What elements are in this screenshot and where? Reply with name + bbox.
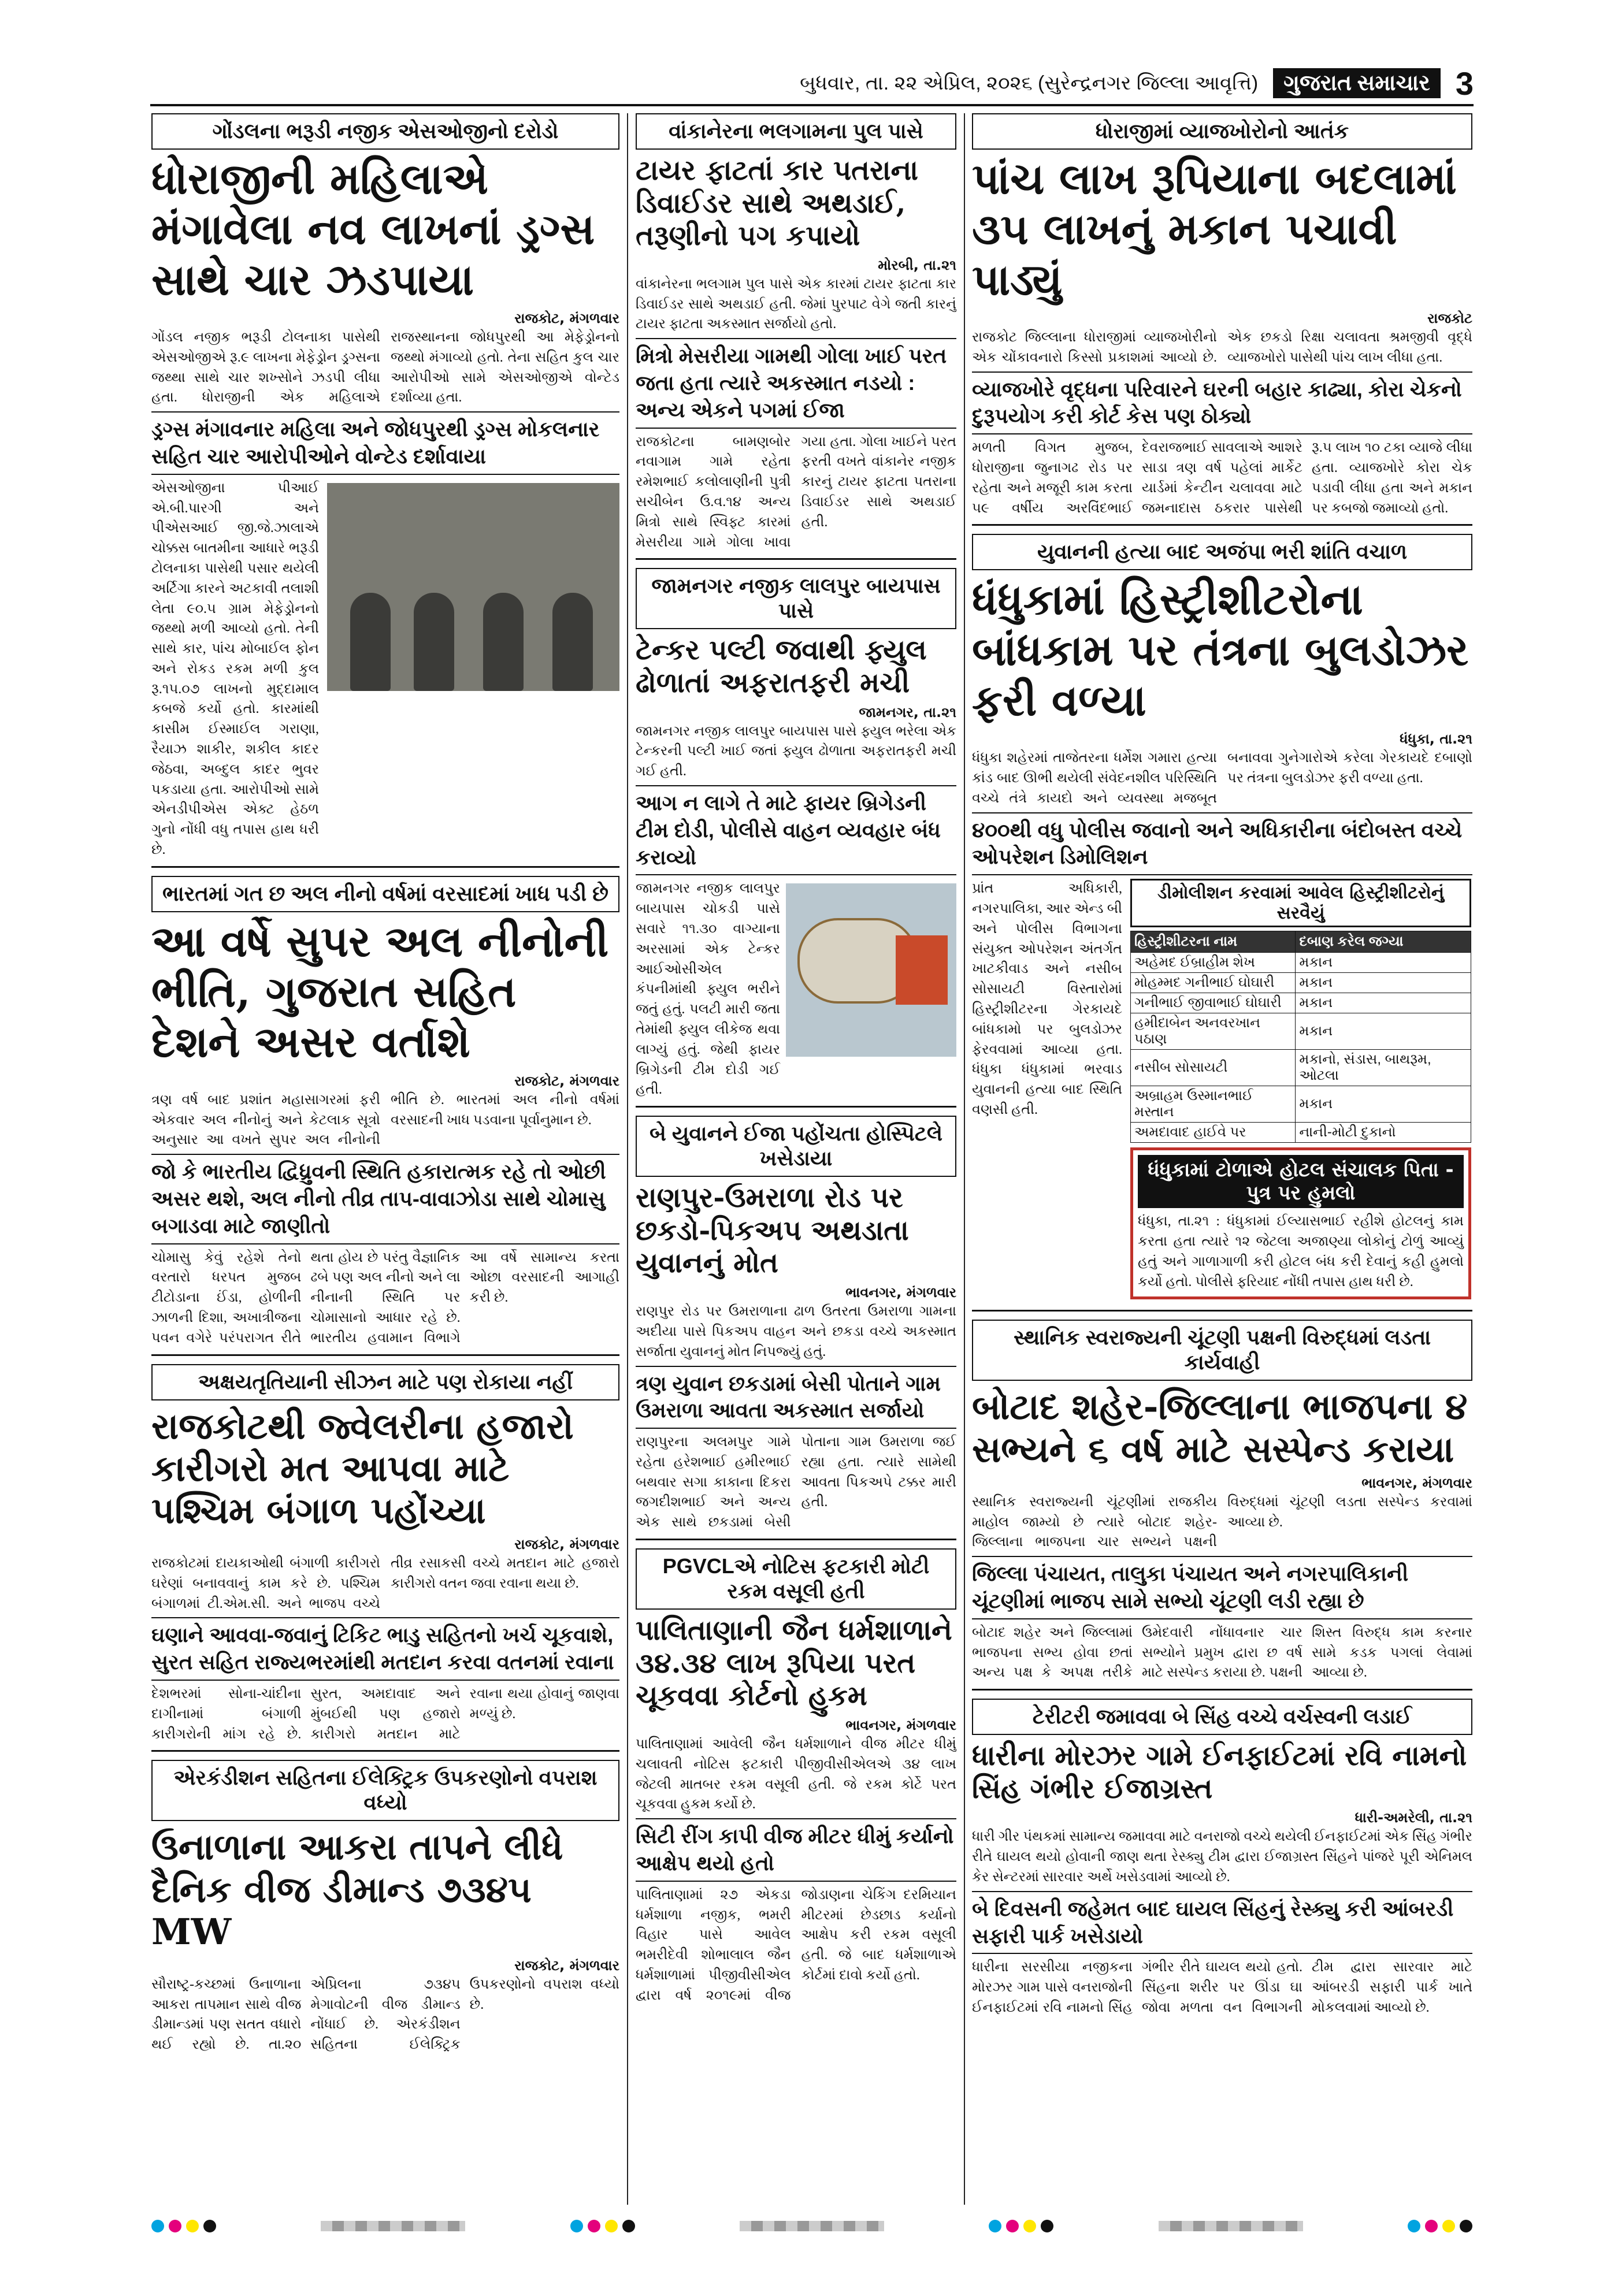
table-row — [1131, 1123, 1471, 1143]
story-subhead: આગ ન લાગે તે માટે ફાયર બ્રિગેડની ટીમ દોડી, પોલીસે વાહન વ્યવહાર બંધ કરાવ્યો — [636, 785, 956, 875]
story-headline: ટેન્કર પલ્ટી જવાથી ફ્યુલ ઢોળાતાં અફરાતફરી મચી — [636, 634, 927, 700]
dateline: જામનગર, તા.૨૧ — [859, 704, 956, 720]
story-headline: ધારીના મોરઝર ગામે ઈનફાઈટમાં રવિ નામનો સિંહ ગંભીર ઈજાગ્રસ્ત — [972, 1740, 1467, 1805]
grey-bar — [740, 2221, 884, 2231]
story-ranpur-accident — [636, 1116, 956, 1540]
story-body: જામનગર નજીક લાલપુર બાયપાસ ચોકડી પાસે સવારે ૧૧.૩૦ વાગ્યાના અરસામાં એક ટેન્કર આઈઓસીએલ કંપનીમાંથી ફ્યુલ ભરીને જતું હતું. પલટી મારી જતા તેમાંથી ફ્યુલ લીકેજ થવા લાગ્યું હતું. જેથી ફાયર બ્રિગેડની ટીમ દોડી ગઈ હતી. — [636, 881, 780, 1098]
story-pgvcl — [636, 1548, 956, 2011]
tanker-photo — [786, 883, 956, 1057]
story-body: સૌરાષ્ટ્ર-કચ્છમાં ઉનાળાના આકરા તાપમાન સાથે વીજ ડીમાન્ડમાં પણ સતત વધારો થઈ રહ્યો છે. તા.૨૦ એપ્રિલના ૭૩૪૫ મેગાવોટની વીજ ડીમાન્ડ નોંધાઈ છે. એરકંડીશન સહિતના ઈલેક્ટ્રિક ઉપકરણોનો વપરાશ વધ્યો છે. — [151, 1977, 619, 2053]
story-body: રાજકોટ જિલ્લાના ધોરાજીમાં વ્યાજખોરીનો એક ચોંકાવનારો કિસ્સો પ્રકાશમાં આવ્યો છે. એક છકડો રિક્ષા ચલાવતા શ્રમજીવી વૃદ્ધે વ્યાજખોરો પાસેથી પાંચ લાખ લીધા હતા. — [972, 329, 1472, 365]
grey-bar — [321, 2221, 465, 2231]
color-marks — [989, 2220, 1053, 2232]
table-header: હિસ્ટ્રીશીટરના નામ — [1131, 931, 1296, 953]
story-subhead: વ્યાજખોરે વૃદ્ધના પરિવારને ઘરની બહાર કાઢ્યા, કોરા ચેકનો દુરૂપયોગ કરી કોર્ટ કેસ પણ ઠોક્યો — [972, 371, 1472, 435]
color-marks — [570, 2220, 635, 2232]
story-kicker: બે યુવાનને ઈજા પહોંચતા હોસ્પિટલે ખસેડાયા — [636, 1116, 956, 1177]
story-moneylenders — [972, 113, 1472, 526]
story-headline: બોટાદ શહેર-જિલ્લાના ભાજપના ૪ સભ્યને ૬ વર્ષ માટે સસ્પેન્ડ કરાયા — [972, 1385, 1468, 1470]
story-subhead: ત્રણ યુવાન છકડામાં બેસી પોતાને ગામ ઉમરાળા આવતા અકસ્માત સર્જાયો — [636, 1366, 956, 1429]
masthead — [150, 62, 1474, 106]
story-jewellery-workers — [151, 1364, 619, 1752]
table-cell: અબ્રાહમ ઉસ્માનભાઈ મસ્તાન — [1131, 1086, 1296, 1123]
table-row — [1131, 1050, 1471, 1086]
story-body: એસઓજીના પીઆઈ એ.બી.પારગી અને પીએસઆઈ જી.જે.ઝાલાએ ચોક્કસ બાતમીના આધારે ભરૂડી ટોલનાકા પાસેથી પસાર થયેલી અર્ટિગા કારને અટકાવી તલાશી લેતા ૯૦.૫ ગ્રામ મેફેડ્રોનનો જથ્થો મળી આવ્યો હતો. તેની સાથે કાર, પાંચ મોબાઈલ ફોન અને રોકડ રકમ મળી કુલ રૂ.૧૫.૦૭ લાખનો મુદ્દામાલ કબજે કર્યો હતો. કારમાંથી કાસીમ ઈસ્માઈલ ગરાણા, રૈયાઝ શાકીર, શકીલ કાદર જેઠવા, અબ્દુલ કાદર ભુવર પકડાયા હતા. આરોપીઓ સામે એનડીપીએસ એક્ટ હેઠળ ગુનો નોંધી વધુ તપાસ હાથ ધરી છે. — [151, 480, 319, 858]
dateline: ભાવનગર, મંગળવાર — [845, 1717, 956, 1733]
story-headline: ધંધુકામાં હિસ્ટ્રીશીટરોના બાંધકામ પર તંત્રના બુલડોઝર ફરી વળ્યા — [972, 575, 1469, 726]
story-subhead: સિટી રીંગ કાપી વીજ મીટર ધીમું કર્યાનો આક્ષેપ થયો હતો — [636, 1818, 956, 1882]
dateline: રાજકોટ — [1427, 310, 1472, 326]
story-headline: આ વર્ષે સુપર અલ નીનોની ભીતિ, ગુજરાત સહિત દેશને અસર વર્તાશે — [151, 916, 609, 1068]
table-cell: મકાન — [1296, 953, 1471, 973]
table-cell: હમીદાબેન અનવરખાન પઠાણ — [1131, 1013, 1296, 1050]
story-body: રાજકોટમાં દાયકાઓથી બંગાળી કારીગરો ઘરેણાં બનાવવાનું કામ કરે છે. પશ્ચિમ બંગાળમાં ટી.એમ.સી. અને ભાજપ વચ્ચે તીવ્ર રસાકસી વચ્ચે મતદાન માટે હજારો કારીગરો વતન જવા રવાના થયા છે. — [151, 1556, 619, 1611]
issue-date: બુધવાર, તા. ૨૨ એપ્રિલ, ૨૦૨૬ (સુરેન્દ્રનગર જિલ્લા આવૃત્તિ) — [800, 72, 1259, 94]
print-registration-strip — [151, 2217, 1472, 2235]
story-dhandhuka-demolition — [972, 534, 1472, 1312]
demolition-table-box — [1130, 879, 1471, 1304]
dateline: રાજકોટ, મંગળવાર — [514, 1957, 619, 1974]
story-body: ધંધુકા શહેરમાં તાજેતરના ધર્મેશ ગમારા હત્યા કાંડ બાદ ઊભી થયેલી સંવેદનશીલ પરિસ્થિતિ વચ્ચે તંત્રે કાયદો અને વ્યવસ્થા મજબૂત બનાવવા ગુનેગારોએ કરેલા ગેરકાયદે દબાણો પર તંત્રના બુલડોઝર ફરી વળ્યા હતા. — [972, 751, 1472, 806]
table-cell: નાની-મોટી દુકાનો — [1296, 1123, 1471, 1143]
table-cell: અહેમદ ઈબ્રાહીમ શેખ — [1131, 953, 1296, 973]
table-row — [1131, 1013, 1471, 1050]
column-right — [972, 113, 1472, 2205]
box-body: ધંધુકા, તા.૨૧ : ધંધુકામાં ઈલ્યાસભાઈ રહીશે હોટલનું કામ કરતા હતા ત્યારે ૧૨ જેટલા અજાણ્યા લોકોનું ટોળું આવ્યું હતું અને ગાળાગાળી કરી હોટલ બંધ કરી દેવાનું કહી હુમલો કર્યો હતો. પોલીસે ફરિયાદ નોંધી તપાસ હાથ ધરી છે. — [1138, 1214, 1464, 1290]
story-body: ધારી ગીર પંથકમાં સામાન્ય જમાવવા માટે વનરાજો વચ્ચે થયેલી ઈનફાઈટમાં એક સિંહ ગંભીર રીતે ઘાયલ થયો હોવાની જાણ થતા રેસ્ક્યુ ટીમ દ્વારા ઈજાગ્રસ્ત સિંહને પાંજરે પૂરી એનિમલ કેર સેન્ટરમાં સારવાર અર્થે ખસેડવામાં આવ્યો છે. — [972, 1829, 1472, 1885]
dateline: રાજકોટ, મંગળવાર — [514, 1072, 619, 1089]
page-number: 3 — [1455, 65, 1474, 102]
dateline: ભાવનગર, મંગળવાર — [845, 1284, 956, 1301]
box-headline: ધંધુકામાં ટોળાએ હોટલ સંચાલક પિતા - પુત્ર પર હુમલો — [1138, 1155, 1464, 1208]
dateline: મોરબી, તા.૨૧ — [878, 257, 956, 273]
story-body: પ્રાંત અધિકારી, નગરપાલિકા, આર એન્ડ બી અને પોલીસ વિભાગના સંયુક્ત ઓપરેશન અંતર્ગત ખાટકીવાડ અને નસીબ સોસાયટી વિસ્તારોમાં હિસ્ટ્રીશીટરના ગેરકાયદે બાંધકામો પર બુલડોઝર ફેરવવામાં આવ્યા હતા. ધંધુકા ધંધુકામાં ભરવાડ યુવાનની હત્યા બાદ સ્થિતિ વણસી હતી. — [972, 881, 1122, 1117]
brand-logo: ગુજરાત સમાચાર — [1273, 68, 1441, 98]
table-cell: ગનીભાઈ જીવાભાઈ ઘોઘારી — [1131, 993, 1296, 1013]
story-body: બોટાદ શહેર અને જિલ્લામાં ભાજપના સભ્ય હોવા છતાં અન્ય પક્ષ કે અપક્ષ તરીકે ઉમેદવારી નોંધાવનાર ચાર સભ્યોને પ્રમુખ દ્વારા છ વર્ષ માટે સસ્પેન્ડ કરાયા છે. પક્ષની શિસ્ત વિરુદ્ધ કામ કરનાર સામે કડક પગલાં લેવામાં આવ્યા છે. — [972, 1625, 1472, 1681]
dateline: રાજકોટ, મંગળવાર — [514, 1536, 619, 1553]
story-kicker: જામનગર નજીક લાલપુર બાયપાસ પાસે — [636, 568, 956, 629]
table-row — [1131, 953, 1471, 973]
column-left — [151, 113, 619, 2205]
story-subhead: ડ્રગ્સ મંગાવનાર મહિલા અને જોધપુરથી ડ્રગ્સ મોકલનાર સહિત ચાર આરોપીઓને વોન્ટેડ દર્શાવાયા — [151, 411, 619, 475]
story-lion-fight — [972, 1699, 1472, 2024]
table-cell: અમદાવાદ હાઈવે પર — [1131, 1123, 1296, 1143]
table-cell: મકાન — [1296, 1086, 1471, 1123]
column-middle — [636, 113, 956, 2205]
story-drugs — [151, 113, 619, 868]
story-kicker: એરકંડીશન સહિતના ઈલેક્ટ્રિક ઉપકરણોનો વપરાશ વધ્યો — [151, 1760, 619, 1821]
story-subhead: ૪૦૦થી વધુ પોલીસ જવાનો અને અધિકારીના બંદોબસ્ત વચ્ચે ઓપરેશન ડિમોલિશન — [972, 812, 1472, 876]
story-body: ગોંડલ નજીક ભરૂડી ટોલનાકા પાસેથી એસઓજીએ રૂ.૯ લાખના મેફેડ્રોન ડ્રગ્સના જથ્થા સાથે ચાર શખ્સોને ઝડપી લીધા હતા. ધોરાજીની એક મહિલાએ રાજસ્થાનના જોધપુરથી આ મેફેડ્રોનનો જથ્થો મંગાવ્યો હતો. તેના સહિત કુલ ચાર આરોપીઓ સામે એસઓજીએ વોન્ટેડ દર્શાવ્યા હતા. — [151, 329, 619, 406]
story-body: ચોમાસુ કેવું રહેશે તેનો વરતારો ધરપત મુજબ ટીટોડાના ઈંડા, હોળીની ઝાળની દિશા, અખાત્રીજના પવન વગેરે પરંપરાગત રીતે થતા હોય છે પરંતુ વૈજ્ઞાનિક ઢબે પણ અલ નીનો અને લા નીનાની સ્થિતિ પર ચોમાસાનો આધાર રહે છે. ભારતીય હવામાન વિભાગે આ વર્ષે સામાન્ય કરતા ઓછા વરસાદની આગાહી કરી છે. — [151, 1250, 619, 1346]
story-headline: પાલિતાણાની જૈન ધર્મશાળાને ૩૪.૩૪ લાખ રૂપિયા પરત ચૂકવવા કોર્ટનો હુકમ — [636, 1614, 952, 1712]
table-row — [1131, 973, 1471, 993]
table-row — [1131, 1086, 1471, 1123]
dateline: ભાવનગર, મંગળવાર — [1361, 1474, 1472, 1491]
accused-photo — [327, 483, 619, 691]
story-subhead: મિત્રો મેસરીયા ગામથી ગોલા ખાઈ પરત જતા હતા ત્યારે અકસ્માત નડયો : અન્ય એકને પગમાં ઈજા — [636, 338, 956, 428]
story-body: ત્રણ વર્ષ બાદ પ્રશાંત મહાસાગરમાં ફરી એકવાર અલ નીનોનું અને કેટલાક સૂત્રો અનુસાર આ વખતે સુપર અલ નીનોની ભીતિ છે. ભારતમાં અલ નીનો વર્ષમાં વરસાદની ખાધ પડવાના પૂર્વાનુમાન છે. — [151, 1092, 619, 1148]
story-kicker: યુવાનની હત્યા બાદ અજંપા ભરી શાંતિ વચાળ — [972, 534, 1472, 570]
story-kicker: અક્ષયતૃતિયાની સીઝન માટે પણ રોકાયા નહીં — [151, 1364, 619, 1400]
dateline: રાજકોટ, મંગળવાર — [514, 310, 619, 326]
table-cell: નસીબ સોસાયટી — [1131, 1050, 1296, 1086]
table-header: દબાણ કરેલ જગ્યા — [1296, 931, 1471, 953]
color-marks — [151, 2220, 216, 2232]
story-body: ધારીના સરસીયા નજીકના મોરઝર ગામ પાસે વનરાજોની ઈનફાઈટમાં રવિ નામનો સિંહ ગંભીર રીતે ઘાયલ થયો હતો. સિંહના શરીર પર ઊંડા ઘા જોવા મળતા વન વિભાગની ટીમ દ્વારા સારવાર માટે આંબરડી સફારી પાર્ક ખાતે મોકલવામાં આવ્યો છે. — [972, 1960, 1472, 2015]
story-kicker: ભારતમાં ગત છ અલ નીનો વર્ષમાં વરસાદમાં ખાધ પડી છે — [151, 876, 619, 912]
story-body: સ્થાનિક સ્વરાજ્યની ચૂંટણીમાં રાજકીય માહોલ જામ્યો છે ત્યારે બોટાદ શહેર-જિલ્લાના ભાજપના ચાર સભ્યને પક્ષની વિરુદ્ધમાં ચૂંટણી લડતા સસ્પેન્ડ કરવામાં આવ્યા છે. — [972, 1494, 1472, 1550]
story-body: મળતી વિગત મુજબ, ધોરાજીના જુનાગઢ રોડ પર રહેતા અને મજૂરી કામ કરતા ૫૯ વર્ષીય અરવિંદભાઈ દેવરાજભાઈ સાવલાએ આશરે સાડા ત્રણ વર્ષ પહેલાં માર્કેટ યાર્ડમાં કેન્ટીન ચલાવવા માટે જમનાદાસ ઠકરાર પાસેથી રૂ.૫ લાખ ૧૦ ટકા વ્યાજે લીધા હતા. વ્યાજખોરે કોરા ચેક પડાવી લીધા હતા અને મકાન પર કબજો જમાવ્યો હતો. — [972, 440, 1472, 516]
story-body: રાણપુર રોડ પર ઉમરાળાના ઢાળ ઉતરતા ઉમરાળા ગામના અદીયા પાસે પિકઅપ વાહન અને છકડા વચ્ચે અકસ્માત સર્જાતા યુવાનનું મોત નિપજ્યું હતું. — [636, 1304, 956, 1359]
story-body: જામનગર નજીક લાલપુર બાયપાસ પાસે ફ્યુલ ભરેલા એક ટેન્કરની પલ્ટી ખાઈ જતાં ફ્યુલ ઢોળાતા અફરાતફરી મચી ગઈ હતી. — [636, 723, 956, 779]
story-subhead: બે દિવસની જહેમત બાદ ઘાયલ સિંહનું રેસ્ક્યુ કરી આંબરડી સફારી પાર્ક ખસેડાયો — [972, 1891, 1472, 1955]
table-cell: મકાન — [1296, 1013, 1471, 1050]
story-botad-bjp — [972, 1320, 1472, 1691]
table-cell: મકાન — [1296, 973, 1471, 993]
story-headline: ઉનાળાના આકરા તાપને લીધે દૈનિક વીજ ડીમાન્ડ ૭૩૪૫ MW — [151, 1826, 563, 1953]
story-headline: ધોરાજીની મહિલાએ મંગાવેલા નવ લાખનાં ડ્રગ્સ સાથે ચાર ઝડપાયા — [151, 154, 595, 305]
story-headline: રાજકોટથી જ્વેલરીના હજારો કારીગરો મત આપવા માટે પશ્ચિમ બંગાળ પહોંચ્યા — [151, 1405, 574, 1532]
story-headline: પાંચ લાખ રૂપિયાના બદલામાં ૩૫ લાખનું મકાન પચાવી પાડ્યું — [972, 154, 1457, 305]
story-body: રાજકોટના બામણબોર નવાગામ ગામે રહેતા રમેશભાઈ કલોલાણીની પુત્રી સચીબેન ઉ.વ.૧૪ અન્ય મિત્રો સાથે સ્વિફ્ટ કારમાં મેસરીયા ગામે ગોલા ખાવા ગયા હતા. ગોલા ખાઈને પરત ફરતી વખતે વાંકાનેર નજીક કારનું ટાયર ફાટતા પતરાના ડિવાઈડર સાથે અથડાઈ હતી. — [636, 434, 956, 550]
column-divider — [627, 113, 628, 2205]
story-subhead: ઘણાને આવવા-જવાનું ટિકિટ ભાડુ સહિતનો ખર્ચ ચૂકવાશે, સુરત સહિત રાજ્યભરમાંથી મતદાન કરવા વતનમાં રવાના — [151, 1617, 619, 1681]
story-kicker: ટેરીટરી જમાવવા બે સિંહ વચ્ચે વર્ચસ્વની લડાઈ — [972, 1699, 1472, 1735]
story-kicker: ધોરાજીમાં વ્યાજખોરોનો આતંક — [972, 113, 1472, 150]
story-body: પાલિતાણામાં ૨૭ એકડા ધર્મશાળા નજીક, ભમરી વિહાર પાસે આવેલ ભમરીદેવી શોભાલાલ જૈન ધર્મશાળામાં પીજીવીસીએલ દ્વારા વર્ષ ૨૦૧૯માં વીજ જોડાણના ચેકિંગ દરમિયાન મીટરમાં છેડછાડ કર્યાનો આક્ષેપ કરી રકમ વસૂલી હતી. જે બાદ ધર્મશાળાએ કોર્ટમાં દાવો કર્યો હતો. — [636, 1887, 956, 2003]
story-power-demand — [151, 1760, 619, 2061]
story-body: વાંકાનેરના ભલગામ પુલ પાસે એક કારમાં ટાયર ફાટતા કાર ડિવાઈડર સાથે અથડાઈ હતી. જેમાં પુરપાટ વેગે જતી કારનું ટાયર ફાટતા અકસ્માત સર્જાયો હતો. — [636, 276, 956, 332]
dateline: ધંધુકા, તા.૨૧ — [1400, 731, 1472, 748]
table-title: ડીમોલીશન કરવામાં આવેલ હિસ્ટ્રીશીટરોનું સરવૈયું — [1130, 879, 1471, 927]
demolition-table — [1130, 931, 1471, 1143]
hotel-attack-box — [1130, 1147, 1471, 1299]
story-kicker: PGVCLએ નોટિસ ફટકારી મોટી રકમ વસૂલી હતી — [636, 1548, 956, 1610]
story-kicker: સ્થાનિક સ્વરાજ્યની ચૂંટણી પક્ષની વિરુદ્ધમાં લડતા કાર્યવાહી — [972, 1320, 1472, 1381]
story-headline: રાણપુર-ઉમરાળા રોડ પર છકડો-પિકઅપ અથડાતા યુવાનનું મોત — [636, 1182, 909, 1280]
table-cell: મોહમ્મદ ગનીભાઈ ઘોઘારી — [1131, 973, 1296, 993]
color-marks — [1408, 2220, 1472, 2232]
story-kicker: વાંકાનેરના ભલગામના પુલ પાસે — [636, 113, 956, 150]
table-row — [1131, 993, 1471, 1013]
story-subhead: જો કે ભારતીય દ્વિધ્રુવની સ્થિતિ હકારાત્મક રહે તો ઓછી અસર થશે, અલ નીનો તીવ્ર તાપ-વાવાઝોડા સાથે ચોમાસુ બગાડવા માટે જાણીતો — [151, 1154, 619, 1244]
table-cell: મકાનો, સંડાસ, બાથરૂમ, ઓટલા — [1296, 1050, 1471, 1086]
story-body: દેશભરમાં સોના-ચાંદીના દાગીનામાં બંગાળી કારીગરોની માંગ રહે છે. સુરત, અમદાવાદ અને મુંબઈથી પણ હજારો કારીગરો મતદાન માટે રવાના થયા હોવાનું જાણવા મળ્યું છે. — [151, 1686, 619, 1742]
story-car-accident — [636, 113, 956, 560]
story-kicker: ગોંડલના ભરૂડી નજીક એસઓજીનો દરોડો — [151, 113, 619, 150]
story-el-nino — [151, 876, 619, 1356]
dateline: ધારી-અમરેલી, તા.૨૧ — [1354, 1810, 1472, 1826]
story-subhead: જિલ્લા પંચાયત, તાલુકા પંચાયત અને નગરપાલિકાની ચૂંટણીમાં ભાજપ સામે સભ્યો ચૂંટણી લડી રહ્યા છે — [972, 1556, 1472, 1619]
story-tanker — [636, 568, 956, 1108]
story-headline: ટાયર ફાટતાં કાર પતરાના ડિવાઈડર સાથે અથડાઈ, તરૂણીનો પગ કપાયો — [636, 154, 919, 252]
table-cell: મકાન — [1296, 993, 1471, 1013]
grey-bar — [1159, 2221, 1303, 2231]
story-body: રાણપુરના અલમપુર ગામે રહેતા હરેશભાઈ હમીરભાઈ બથવાર સગા કાકાના દિકરા જગદીશભાઈ અને અન્ય એક સાથે છકડામાં બેસી પોતાના ગામ ઉમરાળા જઈ રહ્યા હતા. ત્યારે સામેથી આવતા પિકઅપે ટક્કર મારી હતી. — [636, 1435, 956, 1530]
column-divider — [964, 113, 965, 2205]
story-body: પાલિતાણામાં આવેલી જૈન ધર્મશાળાને વીજ મીટર ધીમું ચલાવતી નોટિસ ફટકારી પીજીવીસીએલએ ૩૪ લાખ જેટલી માતબર રકમ વસૂલી હતી. જે રકમ કોર્ટે પરત ચૂકવવા હુકમ કર્યો છે. — [636, 1736, 956, 1812]
